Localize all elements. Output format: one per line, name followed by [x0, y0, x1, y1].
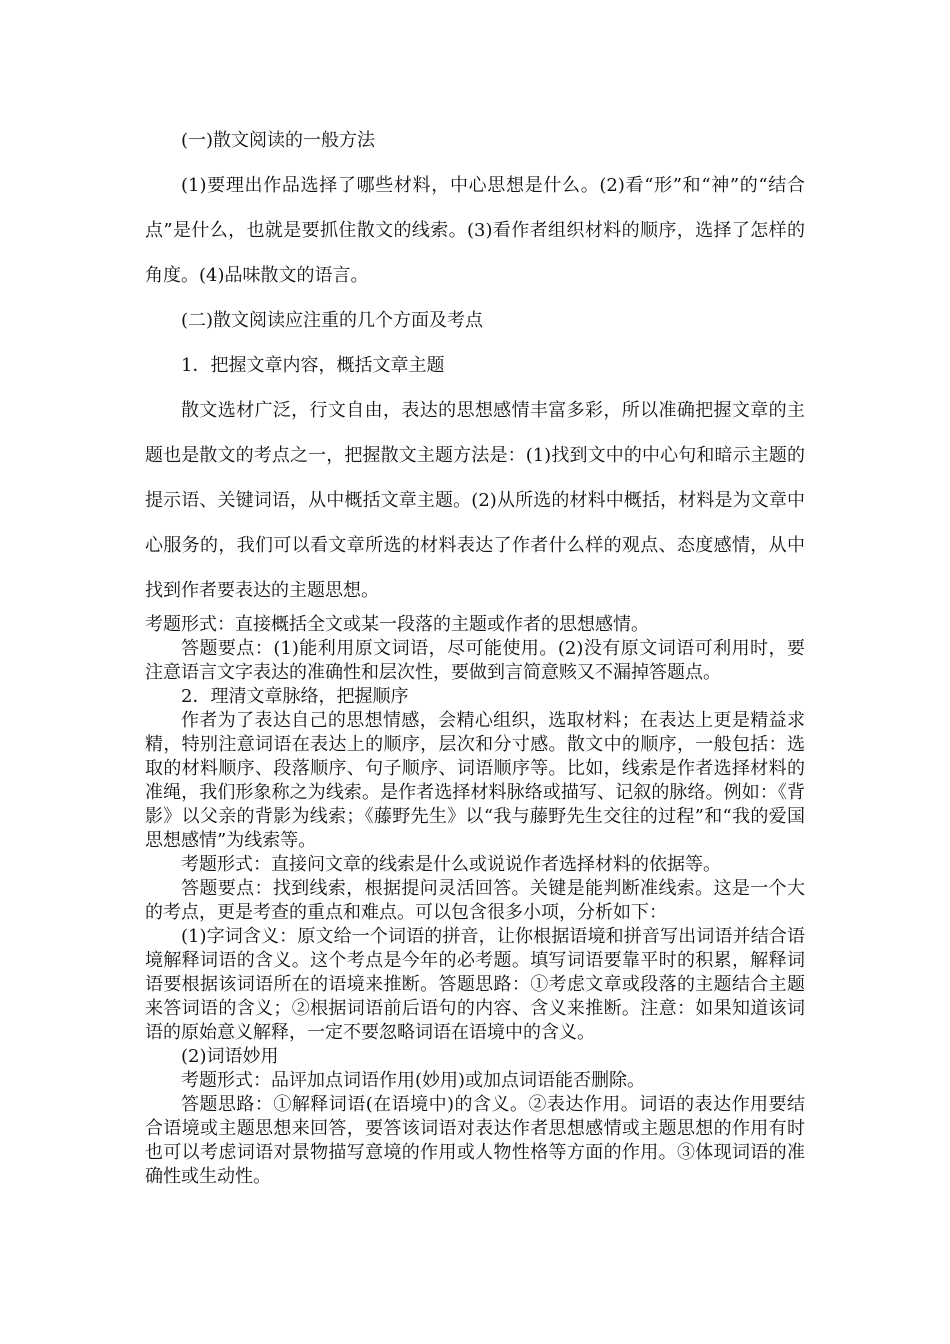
- subheading-grasp-theme: 1．把握文章内容，概括文章主题: [181, 355, 445, 376]
- section-exam-points: [145, 613, 805, 1189]
- exam-form-word-usage: 考题形式：品评加点词语作用(妙用)或加点词语能否删除。: [181, 1070, 646, 1091]
- section-reading-methods: [145, 118, 805, 613]
- answer-points-clue: 答题要点：找到线索，根据提问灵活回答。关键是能判断准线索。这是一个大的考点，更是考查的重点和难点。可以包含很多小项，分析如下：: [145, 878, 805, 923]
- heading-general-methods: (一)散文阅读的一般方法: [181, 130, 376, 151]
- exam-form-clue: 考题形式：直接问文章的线索是什么或说说作者选择材料的依据等。: [181, 854, 721, 875]
- paragraph-general-methods: (1)要理出作品选择了哪些材料，中心思想是什么。(2)看“形”和“神”的“结合点”是什么，也就是要抓住散文的线索。(3)看作者组织材料的顺序，选择了怎样的角度。(4)品味散文的语言。: [145, 175, 805, 286]
- subheading-word-usage: (2)词语妙用: [181, 1046, 279, 1067]
- paragraph-structure-order: 作者为了表达自己的思想情感，会精心组织，选取材料；在表达上更是精益求精，特别注意词语在表达上的顺序，层次和分寸感。散文中的顺序，一般包括：选取的材料顺序、段落顺序、句子顺序、词语顺序等。比如，线索是作者选择材料的准绳，我们形象称之为线索。是作者选择材料脉络或描写、记叙的脉络。例如：《背影》以父亲的背影为线索；《藤野先生》以“我与藤野先生交往的过程”和“我的爱国思想感情”为线索等。: [145, 710, 805, 851]
- document-page: [145, 118, 805, 1189]
- subheading-structure-order: 2．理清文章脉络，把握顺序: [181, 686, 409, 707]
- heading-focus-points: (二)散文阅读应注重的几个方面及考点: [181, 310, 484, 331]
- exam-form-theme: 考题形式：直接概括全文或某一段落的主题或作者的思想感情。: [145, 614, 649, 635]
- paragraph-grasp-theme: 散文选材广泛，行文自由，表达的思想感情丰富多彩，所以准确把握文章的主题也是散文的考点之一，把握散文主题方法是：(1)找到文中的中心句和暗示主题的提示语、关键词语，从中概括文章主题。(2)从所选的材料中概括，材料是为文章中心服务的，我们可以看文章所选的材料表达了作者什么样的观点、态度感情，从中找到作者要表达的主题思想。: [145, 400, 805, 601]
- answer-points-theme: 答题要点：(1)能利用原文词语，尽可能使用。(2)没有原文词语可利用时，要注意语言文字表达的准确性和层次性，要做到言简意赅又不漏掉答题点。: [145, 638, 805, 683]
- answer-approach-word-usage: 答题思路：①解释词语(在语境中)的含义。②表达作用。词语的表达作用要结合语境或主题思想来回答，要答该词语对表达作者思想感情或主题思想的作用有时也可以考虑词语对景物描写意境的作用或人物性格等方面的作用。③体现词语的准确性或生动性。: [145, 1094, 805, 1187]
- paragraph-word-meaning: (1)字词含义：原文给一个词语的拼音，让你根据语境和拼音写出词语并结合语境解释词语的含义。这个考点是今年的必考题。填写词语要靠平时的积累，解释词语要根据该词语所在的语境来推断。答题思路：①考虑文章或段落的主题结合主题来答词语的含义；②根据词语前后语句的内容、含义来推断。注意：如果知道该词语的原始意义解释，一定不要忽略词语在语境中的含义。: [145, 926, 805, 1043]
